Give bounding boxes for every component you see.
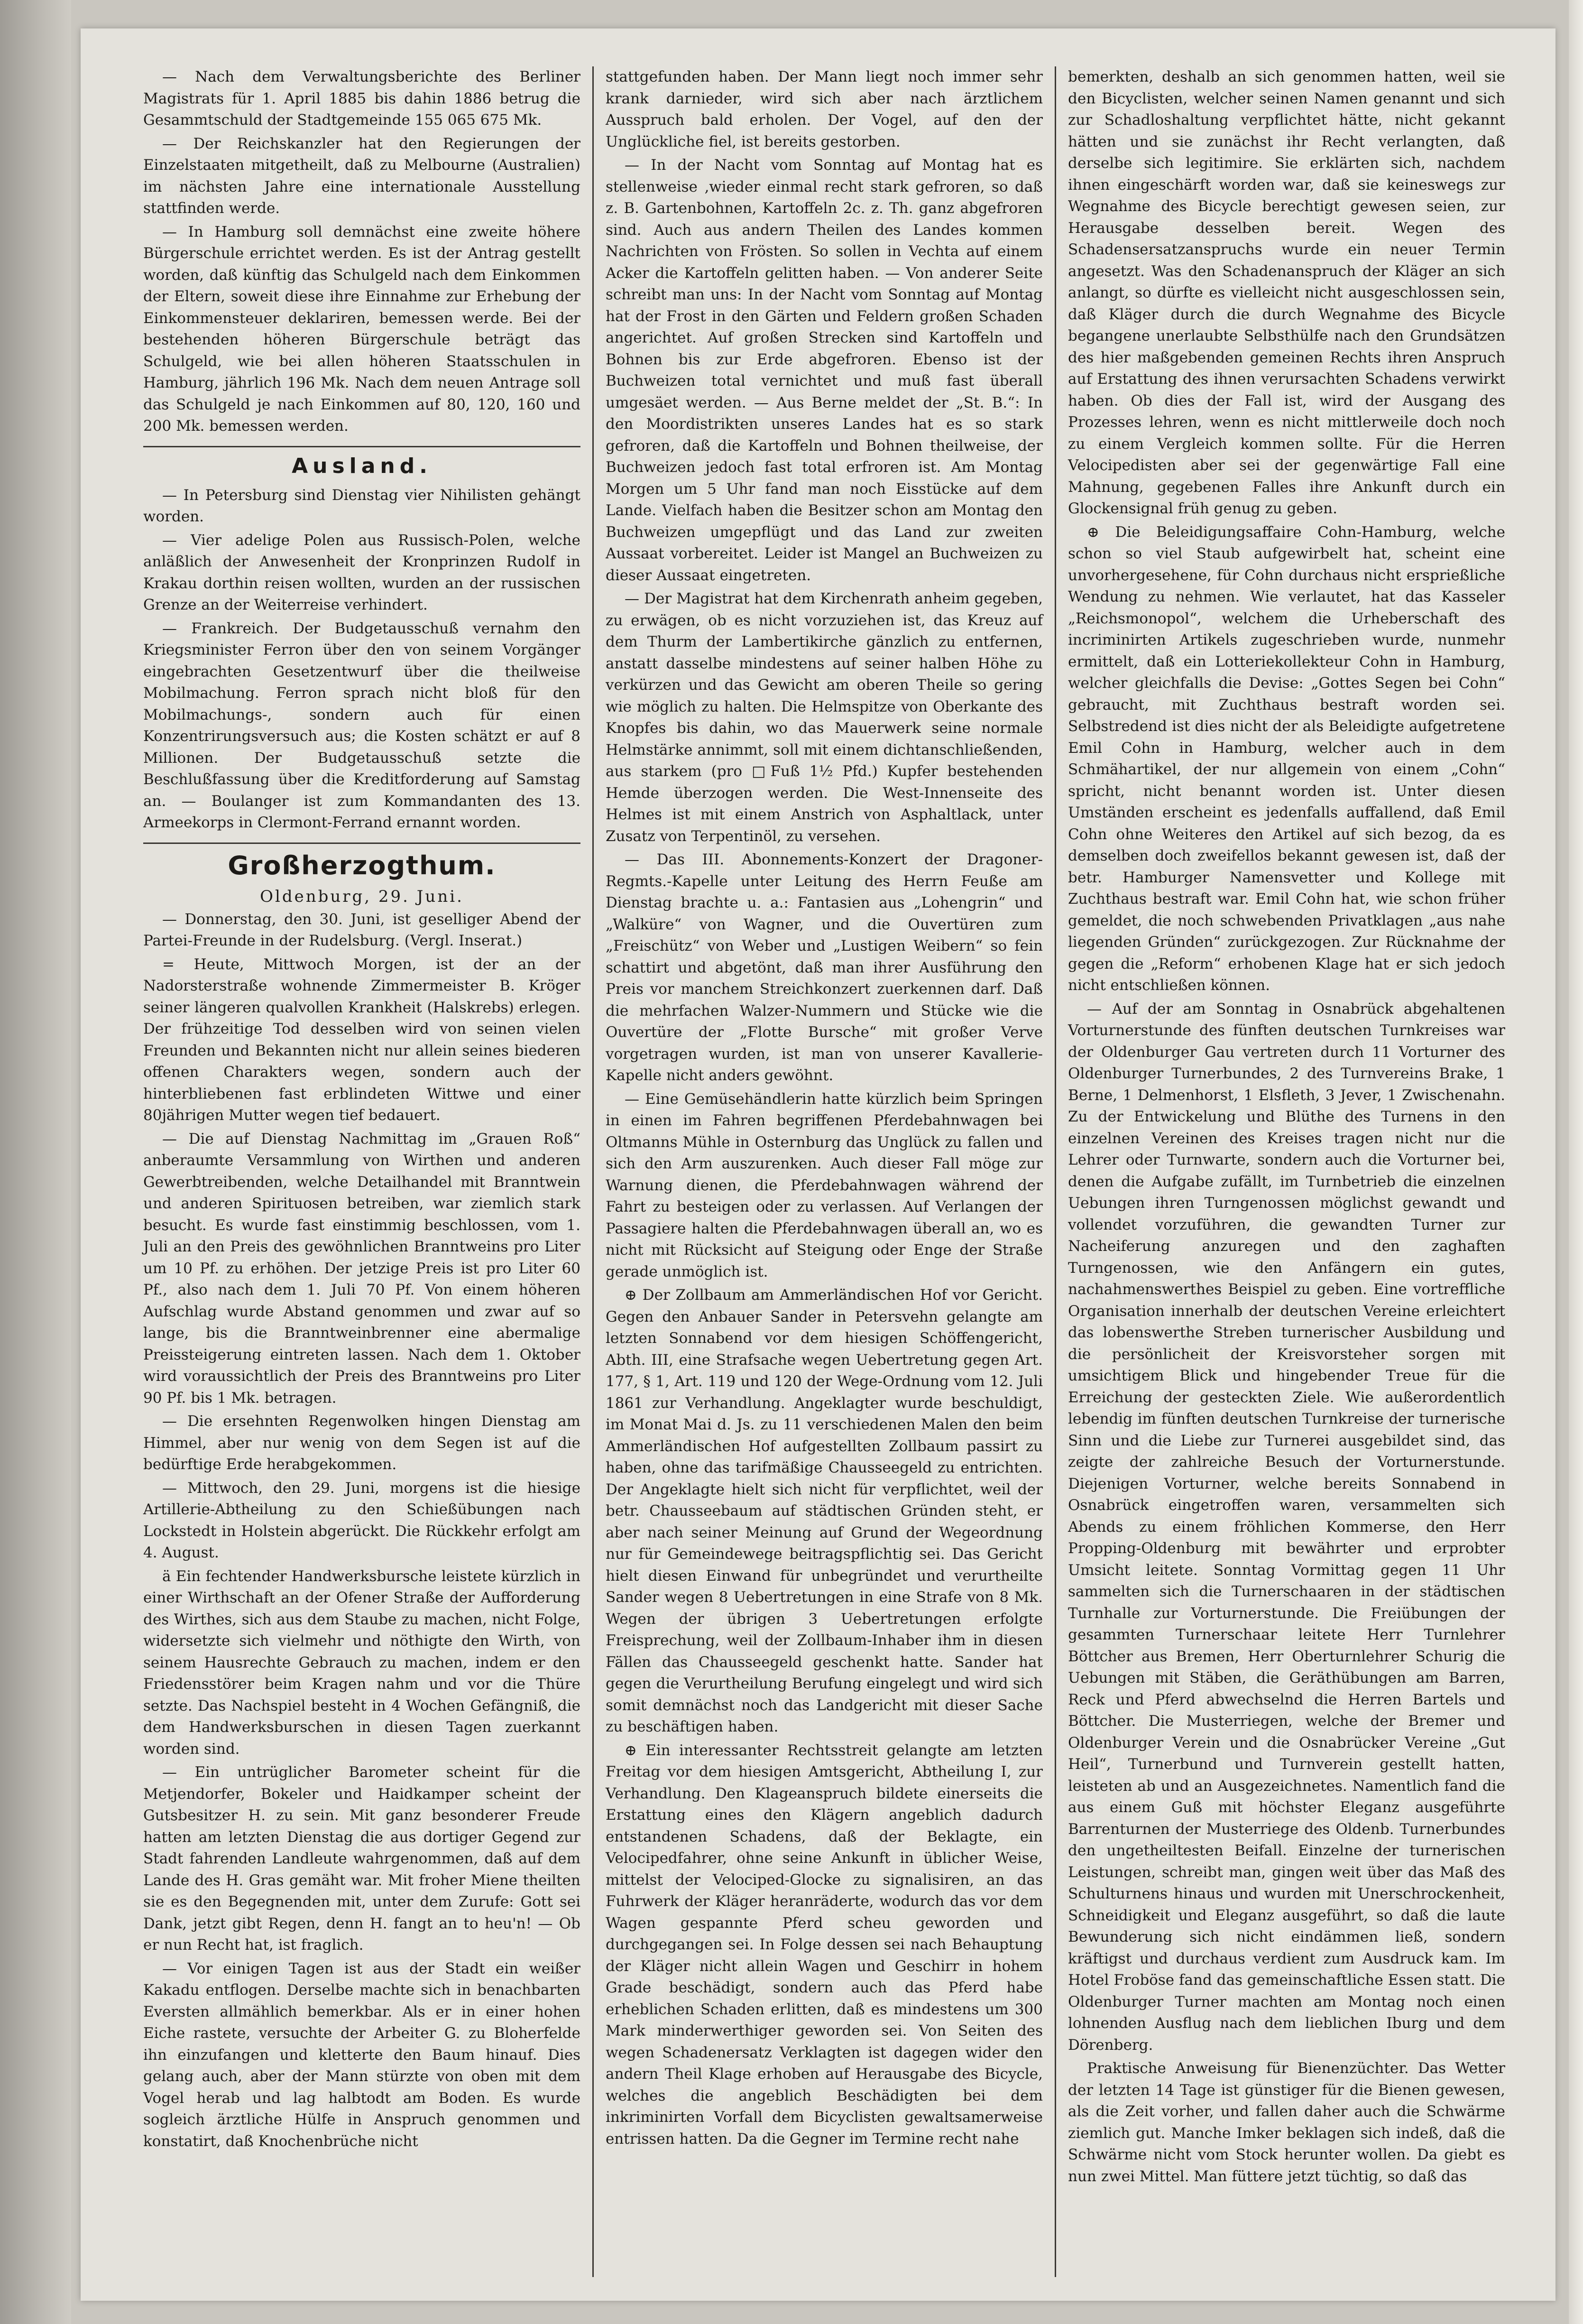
article-innkeepers-meeting: — Die auf Dienstag Nachmittag im „Grauen Roß“ anberaumte Versammlung von Wirthen und anderen Gewerbtreibenden, welche Detailhandel mit Branntwein und anderen Spirituosen betreiben, war ziemlich stark besucht. Es wurde fast einstimmig beschlossen, vom 1. Juli an den Preis des gewöhnlichen Branntweins pro Liter um 10 Pf. zu erhöhen. Der jetzige Preis ist pro Liter 60 Pf., also nach dem 1. Juli 70 Pf. Von einem höheren Aufschlag wurde Abstand genommen und zwar auf so lange, bis die Branntweinbrenner eine abermalige Preissteigerung eintreten lassen. Nach dem 1. Oktober wird voraussichtlich der Preis des Branntweins pro Liter 90 Pf. bis 1 Mk. betragen. [143, 1130, 580, 1407]
book-binding-edge [0, 0, 71, 2324]
column-3 [1058, 66, 1516, 2277]
article-barometer: — Ein untrüglicher Barometer scheint für die Metjendorfer, Bokeler und Haidkamper scheint der Gutsbesitzer H. zu sein. Mit ganz besonderer Freude hatten am letzten Dienstag die aus dortiger Gegend zur Stadt fahrenden Landleute wahrgenommen, daß auf dem Lande des H. Gras gemäht war. Mit froher Miene theilten sie es den Begegnenden mit, unter dem Zurufe: Gott sei Dank, jetzt gibt Regen, denn H. fangt an to heu'n! — Ob er nun Recht hat, ist fraglich. [143, 1764, 580, 1954]
article-lawsuit: ⊕ Ein interessanter Rechtsstreit gelangte am letzten Freitag vor dem hiesigen Amtsgericht, Abtheilung I, zur Verhandlung. Den Klageanspruch bildete einerseits die Erstattung eines den Klägern angeblich dadurch entstandenen Schadens, daß der Beklagte, ein Velocipedfahrer, ohne seine Ankunft in üblicher Weise, mittelst der Velociped-Glocke zu signalisiren, an das Fuhrwerk der Kläger heranräderte, wodurch das vor dem Wagen gespannte Pferd scheu geworden und durchgegangen sei. In Folge dessen sei nach Behauptung der Kläger nicht allein Wagen und Geschirr in hohem Grade beschädigt, sondern auch das Pferd habe erheblichen Schaden erlitten, daß es mindestens um 300 Mark minderwerthiger geworden sei. Von Seiten des wegen Schadenersatz Verklagten ist dagegen wider den andern Theil Klage erhoben auf Herausgabe des Bicycle, welches die angeblich Beschädigten bei dem inkriminirten Vorfall dem Bicyclisten gewaltsamerweise entrissen hatten. Da die Gegner im Termine recht nahe [606, 1741, 1043, 2148]
article-artillery: — Mittwoch, den 29. Juni, morgens ist die hiesige Artillerie-Abtheilung zu den Schießübungen nach Lockstedt in Holstein abgerückt. Die Rückkehr erfolgt am 4. August. [143, 1479, 580, 1561]
article-beekeepers: Praktische Anweisung für Bienenzüchter. Das Wetter der letzten 14 Tage ist günstiger für die Bienen gewesen, als die Zeit vorher, und fallen daher auch die Schwärme ziemlich gut. Manche Imker beklagen sich indeß, daß die Schwärme nicht vom Stock herunter wollen. Da giebt es nun zwei Mittel. Man füttere jetzt tüchtig, so daß das [1068, 2060, 1505, 2185]
article-cohn-hamburg: ⊕ Die Beleidigungsaffaire Cohn-Hamburg, welche schon so viel Staub aufgewirbelt hat, scheint eine unvorhergesehene, für Cohn durchaus nicht ersprießliche Wendung zu nehmen. Wie verlautet, hat das Kasseler „Reichsmonopol“, welchem die Urheberschaft des incriminirten Artikels zugeschrieben wurde, nunmehr ermittelt, daß ein Lotteriekollekteur Cohn in Hamburg, welcher gleichfalls die Devise: „Gottes Segen bei Cohn“ gebraucht, mit Zuchthaus bestraft worden sei. Selbstredend ist dies nicht der als Beleidigte aufgetretene Emil Cohn in Hamburg, welcher auch in dem Schmähartikel, der nur allgemein von einem „Cohn“ spricht, nicht benannt worden ist. Unter diesen Umständen erscheint es jedenfalls auffallend, daß Emil Cohn ohne Weiteres den Artikel auf sich bezog, da es demselben doch zweifellos bekannt gewesen ist, daß der betr. Hamburger Namensvetter und Kollege mit Zuchthaus bestraft war. Emil Cohn hat, wie schon früher gemeldet, die noch schwebenden Privatklagen „aus nahe liegenden Gründen“ zurückgezogen. Zur Rücknahme der gegen die „Reform“ erhobenen Klage hat er sich jedoch nicht entschließen können. [1068, 523, 1505, 994]
column-rule [1055, 66, 1056, 2277]
article-melbourne-exhibition: — Der Reichskanzler hat den Regierungen der Einzelstaaten mitgetheilt, daß zu Melbourne (Australien) im nächsten Jahre eine internationale Ausstellung stattfinden werde. [143, 135, 580, 217]
article-hamburg-school: — In Hamburg soll demnächst eine zweite höhere Bürgerschule errichtet werden. Es ist der Antrag gestellt worden, daß künftig das Schulgeld nach dem Einkommen der Eltern, soweit diese ihre Einnahme zur Erhebung der Einkommensteuer deklariren, bemessen werde. Bei der bestehenden höheren Bürgerschule beträgt das Schulgeld, wie bei allen höheren Staatsschulen in Hamburg, jährlich 196 Mk. Nach dem neuen Antrage soll das Schulgeld je nach Einkommen auf 80, 120, 160 und 200 Mk. bemessen werden. [143, 223, 580, 435]
article-church-cross: — Der Magistrat hat dem Kirchenrath anheim gegeben, zu erwägen, ob es nicht vorzuziehen ist, das Kreuz auf dem Thurm der Lambertikirche gänzlich zu entfernen, anstatt dasselbe mindestens auf seiner halben Höhe zu verkürzen und das Gewicht am oberen Theile so gering wie möglich zu halten. Die Helmspitze von Oberkante des Knopfes bis dahin, wo das Mauerwerk seine normale Helmstärke annimmt, soll mit einem dichtanschließenden, aus starkem (pro □Fuß 1½ Pfd.) Kupfer bestehenden Hemde überzogen werden. Die West-Innenseite des Helmes ist mit einem Anstrich von Asphaltlack, unter Zusatz von Terpentinöl, zu versehen. [606, 590, 1043, 845]
column-2 [595, 66, 1053, 2277]
article-vegetable-seller: — Eine Gemüsehändlerin hatte kürzlich beim Springen in einen im Fahren begriffenen Pferdebahnwagen bei Oltmanns Mühle in Osternburg das Unglück zu fallen und sich den Arm auszurenken. Auch dieser Fall möge zur Warnung dienen, die Pferdebahnwagen während der Fahrt zu besteigen oder zu verlassen. Auf Verlangen der Passagiere halten die Pferdebahnwagen überall an, wo es nicht mit Rücksicht auf Steigung oder Enge der Straße gerade unmöglich ist. [606, 1090, 1043, 1280]
article-rain-clouds: — Die ersehnten Regenwolken hingen Dienstag am Himmel, aber nur wenig von dem Segen ist auf die bedürftige Erde herabgekommen. [143, 1413, 580, 1473]
article-gymnastics: — Auf der am Sonntag in Osnabrück abgehaltenen Vorturnerstunde des fünften deutschen Turnkreises war der Oldenburger Gau vertreten durch 11 Vorturner des Oldenburger Turnerbundes, 2 des Turnvereins Brake, 1 Berne, 1 Delmenhorst, 1 Elsfleth, 3 Jever, 1 Zwischenahn. Zu der Entwickelung und Blüthe des Turnens in den einzelnen Vereinen des Kreises tragen nicht nur die Lehrer oder Turnwarte, sondern auch die Vorturner bei, denen die Aufgabe zufällt, im Turnbetrieb die einzelnen Uebungen ihren Turngenossen möglichst gewandt und vollendet vorzuführen, die gewandten Turner zur Nacheiferung anzuregen und den zaghaften Turngenossen, wie den Anfängern ein gutes, nachahmenswerthes Beispiel zu geben. Eine vortreffliche Organisation innerhalb der deutschen Vereine erleichtert das lobenswerthe Streben turnerischer Ausbildung und die persönlicheit der Kreisvorsteher sorgen mit umsichtigem Blick und hingebender Treue für die Erreichung der gesteckten Ziele. Wie außerordentlich lebendig im fünften deutschen Turnkreise der turnerische Sinn und die Liebe zur Turnerei ausgebildet sind, das zeigte der zahlreiche Besuch der Vorturnerstunde. Diejenigen Vorturner, welche bereits Sonnabend in Osnabrück eingetroffen waren, versammelten sich Abends zu einem fröhlichen Kommerse, den Herr Propping-Oldenburg mit bewährter und erprobter Umsicht leitete. Sonntag Vormittag gegen 11 Uhr sammelten sich die Turnerschaaren in der städtischen Turnhalle zur Vorturnerstunde. Die Freiübungen der gesammten Turnerschaar leitete Herr Turnlehrer Böttcher aus Bremen, Herr Oberturnlehrer Schurig die Uebungen mit Stäben, die Geräthübungen am Barren, Reck und Pferd abwechselnd die Herren Bartels und Böttcher. Die Musterriegen, welche der Bremer und Oldenburger Verein und die Osnabrücker Vereine „Gut Heil“, Turnerbund und Turnverein gestellt hatten, leisteten ab und an Ausgezeichnetes. Namentlich fand die aus einem Guß mit höchster Eleganz ausgeführte Barrenturnen der Musterriege des Oldenb. Turnerbundes den ungetheiltesten Beifall. Einzelne der turnerischen Leistungen, schreibt man, gingen weit über das Maß des Schulturnens hinaus und wurden mit Unerschrockenheit, Schneidigkeit und Eleganz ausgeführt, so daß die laute Bewunderung sich nicht eindämmen ließ, sondern kräftigst und durchaus verdient zum Ausdruck kam. Im Hotel Froböse fand das gemeinschaftliche Essen statt. Die Oldenburger Turner machten am Montag noch einen lohnenden Ausflug nach dem lieblichen Iburg und dem Dörenberg. [1068, 1000, 1505, 2054]
article-frost: — In der Nacht vom Sonntag auf Montag hat es stellenweise ‚wieder einmal recht stark gefroren, so daß z. B. Gartenbohnen, Kartoffeln 2c. z. Th. ganz abgefroren sind. Auch aus andern Theilen des Landes kommen Nachrichten von Frösten. So sollen in Vechta auf einem Acker die Kartoffeln gelitten haben. — Von anderer Seite schreibt man uns: In der Nacht vom Sonntag auf Montag hat der Frost in den Gärten und Feldern großen Schaden angerichtet. Auf großen Strecken sind Kartoffeln und Bohnen bis zur Erde abgefroren. Ebenso ist der Buchweizen total vernichtet und muß fast überall umgesäet werden. — Aus Berne meldet der „St. B.“: In den Moordistrikten unseres Landes hat es so stark gefroren, daß die Kartoffeln und Bohnen theilweise, der Buchweizen jedoch fast total erfroren ist. Am Montag Morgen um 5 Uhr fand man noch Eisstücke auf dem Lande. Vielfach haben die Besitzer schon am Montag den Buchweizen umgepflügt und das Land zur zweiten Aussaat vorbereitet. Leider ist Mangel an Buchweizen zu dieser Aussaat eingetreten. [606, 157, 1043, 584]
dateline: Oldenburg, 29. Juni. [260, 887, 464, 906]
article-social-evening: — Donnerstag, den 30. Juni, ist geselliger Abend der Partei-Freunde in der Rudelsburg. (Vergl. Inserat.) [143, 910, 580, 949]
column-container [133, 66, 1537, 2277]
article-france: — Frankreich. Der Budgetausschuß vernahm den Kriegsminister Ferron über den von seinem Vorgänger eingebrachten Gesetzentwurf über die theilweise Mobilmachung. Ferron sprach nicht bloß für den Mobilmachungs-, sondern auch für einen Konzentrirungsversuch aus; die Kosten schätzt er auf 8 Millionen. Der Budgetausschuß setzte die Beschlußfassung über die Kreditforderung auf Samstag an. — Boulanger ist zum Kommandanten des 13. Armeekorps in Clermont-Ferrand ernannt worden. [143, 620, 580, 831]
newspaper-page [81, 28, 1555, 2301]
article-petersburg: — In Petersburg sind Dienstag vier Nihilisten gehängt worden. [143, 486, 580, 525]
article-polish-nobles: — Vier adelige Polen aus Russisch-Polen, welche anläßlich der Anwesenheit der Kronprinzen Rudolf in Krakau dorthin reisen wollten, wurden an der russischen Grenze an der Weiterreise verhindert. [143, 531, 580, 613]
article-toll-barrier: ⊕ Der Zollbaum am Ammerländischen Hof vor Gericht. Gegen den Anbauer Sander in Petersvehn gelangte am letzten Sonnabend vor dem hiesigen Schöffengericht, Abth. III, eine Strafsache wegen Uebertretung gegen Art. 177, § 1, Art. 119 und 120 der Wege-Ordnung vom 12. Juli 1861 zur Verhandlung. Angeklagter wurde beschuldigt, im Monat Mai d. Js. zu 11 verschiedenen Malen den beim Ammerländischen Hof aufgestellten Zollbaum passirt zu haben, ohne das tarifmäßige Chausseegeld zu entrichten. Der Angeklagte hielt sich nicht für verpflichtet, weil der betr. Chausseebaum auf städtischen Gründen steht, er aber nach seiner Meinung auf Grund der Wegeordnung nur für Gemeindewege beitragspflichtig sei. Das Gericht hielt diesen Einwand für unbegründet und verurtheilte Sander wegen 8 Uebertretungen in eine Strafe von 8 Mk. Wegen der übrigen 3 Uebertretungen erfolgte Freisprechung, weil der Zollbaum-Inhaber ihm in diesen Fällen das Chausseegeld geschenkt hatte. Sander hat gegen die Verurtheilung Berufung eingelegt und wird sich somit demnächst noch das Landgericht mit dieser Sache zu beschäftigen haben. [606, 1287, 1043, 1735]
page-right-edge [1569, 0, 1583, 2324]
column-1 [133, 66, 591, 2277]
article-concert: — Das III. Abonnements-Konzert der Dragoner-Regmts.-Kapelle unter Leitung des Herrn Feuße am Dienstag brachte u. a.: Fantasien aus „Lohengrin“ und „Walküre“ von Wagner, und die Ouvertüren zum „Freischütz“ von Weber und „Lustigen Weibern“ so fein schattirt und abgetönt, daß man ihrer Ausführung den Preis vor manchem Streichkonzert zuerkennen darf. Daß die mehrfachen Walzer-Nummern und Stücke wie die Ouvertüre der „Flotte Bursche“ mit großer Verve vorgetragen wurden, ist man von unserer Kavallerie-Kapelle nicht anders gewöhnt. [606, 851, 1043, 1084]
article-lawsuit-continued: bemerkten, deshalb an sich genommen hatten, weil sie den Bicyclisten, welcher seinen Namen genannt und sich zur Schadloshaltung verpflichtet hätte, nicht gekannt hätten und sie zunächst ihr Recht verlangten, daß derselbe sich legitimire. Sie erklärten sich, nachdem ihnen eingeschärft worden war, daß sie keineswegs zur Wegnahme des Bicycle berechtigt gewesen seien, zur Herausgabe desselben bereit. Wegen des Schadensersatzanspruchs wurde ein neuer Termin angesetzt. Was den Schadenanspruch der Kläger an sich anlangt, so dürfte es vielleicht nicht ausgeschlossen sein, daß Kläger durch die durch Wegnahme des Bicycle begangene unerlaubte Selbsthülfe nach den Grundsätzen des hier maßgebenden gemeinen Rechts ihren Anspruch auf Erstattung des ihnen verursachten Schadens verwirkt haben. Ob dies der Fall ist, wird der Ausgang des Prozesses lehren, wenn es nicht mittlerweile doch noch zu einem Vergleich kommen sollte. Für die Herren Velocipedisten aber sei der gegenwärtige Fall eine Mahnung, gegebenen Falles ihre Ankunft durch ein Glockensignal früh genug zu geben. [1068, 68, 1505, 517]
article-berlin-debt: — Nach dem Verwaltungsberichte des Berliner Magistrats für 1. April 1885 bis dahin 1886 betrug die Gesammtschuld der Stadtgemeinde 155 065 675 Mk. [143, 68, 580, 129]
article-journeyman: ä Ein fechtender Handwerksbursche leistete kürzlich in einer Wirthschaft an der Ofener Straße der Aufforderung des Wirthes, sich aus dem Staube zu machen, nicht Folge, widersetzte sich vielmehr und nöthigte den Wirth, von seinem Hausrechte Gebrauch zu machen, indem er den Friedensstörer beim Kragen nahm und vor die Thüre setzte. Das Nachspiel besteht in 4 Wochen Gefängniß, die dem Handwerksburschen in diesen Tagen zuerkannt worden sind. [143, 1567, 580, 1758]
article-cockatoo-continued: stattgefunden haben. Der Mann liegt noch immer sehr krank darnieder, wird sich aber nach ärztlichem Ausspruch bald erholen. Der Vogel, auf den der Unglückliche fiel, ist bereits gestorben. [606, 68, 1043, 150]
article-obituary-kroeger: = Heute, Mittwoch Morgen, ist der an der Nadorsterstraße wohnende Zimmermeister B. Kröger seiner längeren qualvollen Krankheit (Halskrebs) erlegen. Der frühzeitige Tod desselben wird von seinen vielen Freunden und Bekannten nicht nur allein seines biederen offenen Charakters wegen, sondern auch der hinterbliebenen fast erblindeten Wittwe und einer 80jährigen Mutter wegen tief bedauert. [143, 955, 580, 1124]
column-rule [592, 66, 594, 2277]
section-heading-grossherzogthum: Großherzogthum. [143, 843, 580, 880]
section-heading-ausland: Ausland. [143, 446, 580, 478]
article-cockatoo: — Vor einigen Tagen ist aus der Stadt ein weißer Kakadu entflogen. Derselbe machte sich in benachbarten Eversten allmählich bemerkbar. Als er in einer hohen Eiche rastete, versuchte der Arbeiter G. zu Bloherfelde ihn einzufangen und kletterte den Baum hinauf. Dies gelang auch, aber der Mann stürzte von oben mit dem Vogel herab und lag halbtodt am Boden. Es wurde sogleich ärztliche Hülfe in Anspruch genommen und konstatirt, daß Knochenbrüche nicht [143, 1960, 580, 2150]
